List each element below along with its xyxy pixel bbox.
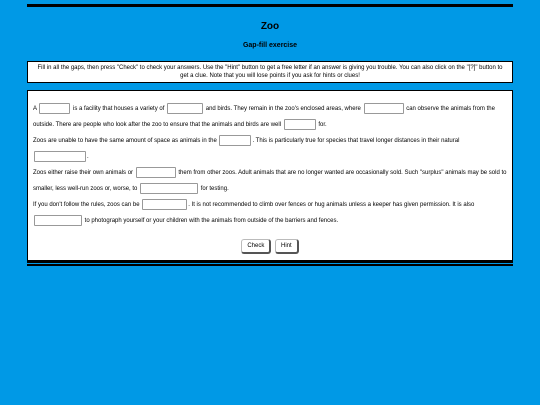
page-title: Zoo <box>260 21 280 32</box>
bottom-divider <box>27 264 513 266</box>
text-segment: and birds. They remain in the zoo's enclosed areas, where <box>205 106 361 112</box>
text-segment: . <box>87 154 89 160</box>
text-segment: Zoos either raise their own animals or <box>33 170 134 176</box>
gap-input-7[interactable] <box>136 167 176 178</box>
text-segment: If you don't follow the rules, zoos can be <box>33 202 140 208</box>
text-segment: them from other zoos. Adult animals that are no longer wanted are occasionally sold. Such "surplus" animals may be sold to smaller, less well-run zoos or, worse, to <box>33 170 507 192</box>
check-button[interactable]: Check <box>241 239 271 254</box>
gap-input-3[interactable] <box>364 103 404 114</box>
gap-input-8[interactable] <box>140 183 198 194</box>
text-segment: A <box>33 106 37 112</box>
button-bar <box>33 238 507 254</box>
gap-input-9[interactable] <box>142 199 187 210</box>
gap-input-1[interactable] <box>39 103 70 114</box>
header <box>27 7 513 61</box>
text-segment: for. <box>318 122 327 128</box>
gap-input-4[interactable] <box>284 119 316 130</box>
paragraph-4 <box>33 197 507 229</box>
gap-input-6[interactable] <box>34 151 86 162</box>
paragraph-2 <box>33 133 507 165</box>
text-segment: . This is particularly true for species that travel longer distances in their natural <box>252 138 460 144</box>
page-subtitle: Gap-fill exercise <box>242 42 298 49</box>
text-segment: is a facility that houses a variety of <box>73 106 165 112</box>
text-segment: Zoos are unable to have the same amount of space as animals in the <box>33 138 217 144</box>
text-segment: for testing. <box>200 186 229 192</box>
instructions-box: Fill in all the gaps, then press "Check" to check your answers. Use the "Hint" button to get a free letter if an answer is giving you trouble. You can also click on the "[?]" button to get a clue. Note that you will lose points if you ask for hints or clues! <box>27 61 513 83</box>
paragraph-3 <box>33 165 507 197</box>
exercise-page <box>27 4 513 266</box>
text-segment: . It is not recommended to climb over fences or hug animals unless a keeper has given permission. It is also <box>188 202 475 208</box>
gap-input-2[interactable] <box>167 103 203 114</box>
paragraph-1 <box>33 101 507 133</box>
text-segment: can observe the animals from the outside. There are people who look after the zoo to ensure that the animals and birds are well <box>33 106 495 128</box>
hint-button[interactable]: Hint <box>275 239 299 254</box>
gap-input-5[interactable] <box>219 135 251 146</box>
text-segment: to photograph yourself or your children with the animals from outside of the barriers and fences. <box>84 218 339 224</box>
gap-input-10[interactable] <box>34 215 82 226</box>
gap-fill-text <box>27 90 513 263</box>
